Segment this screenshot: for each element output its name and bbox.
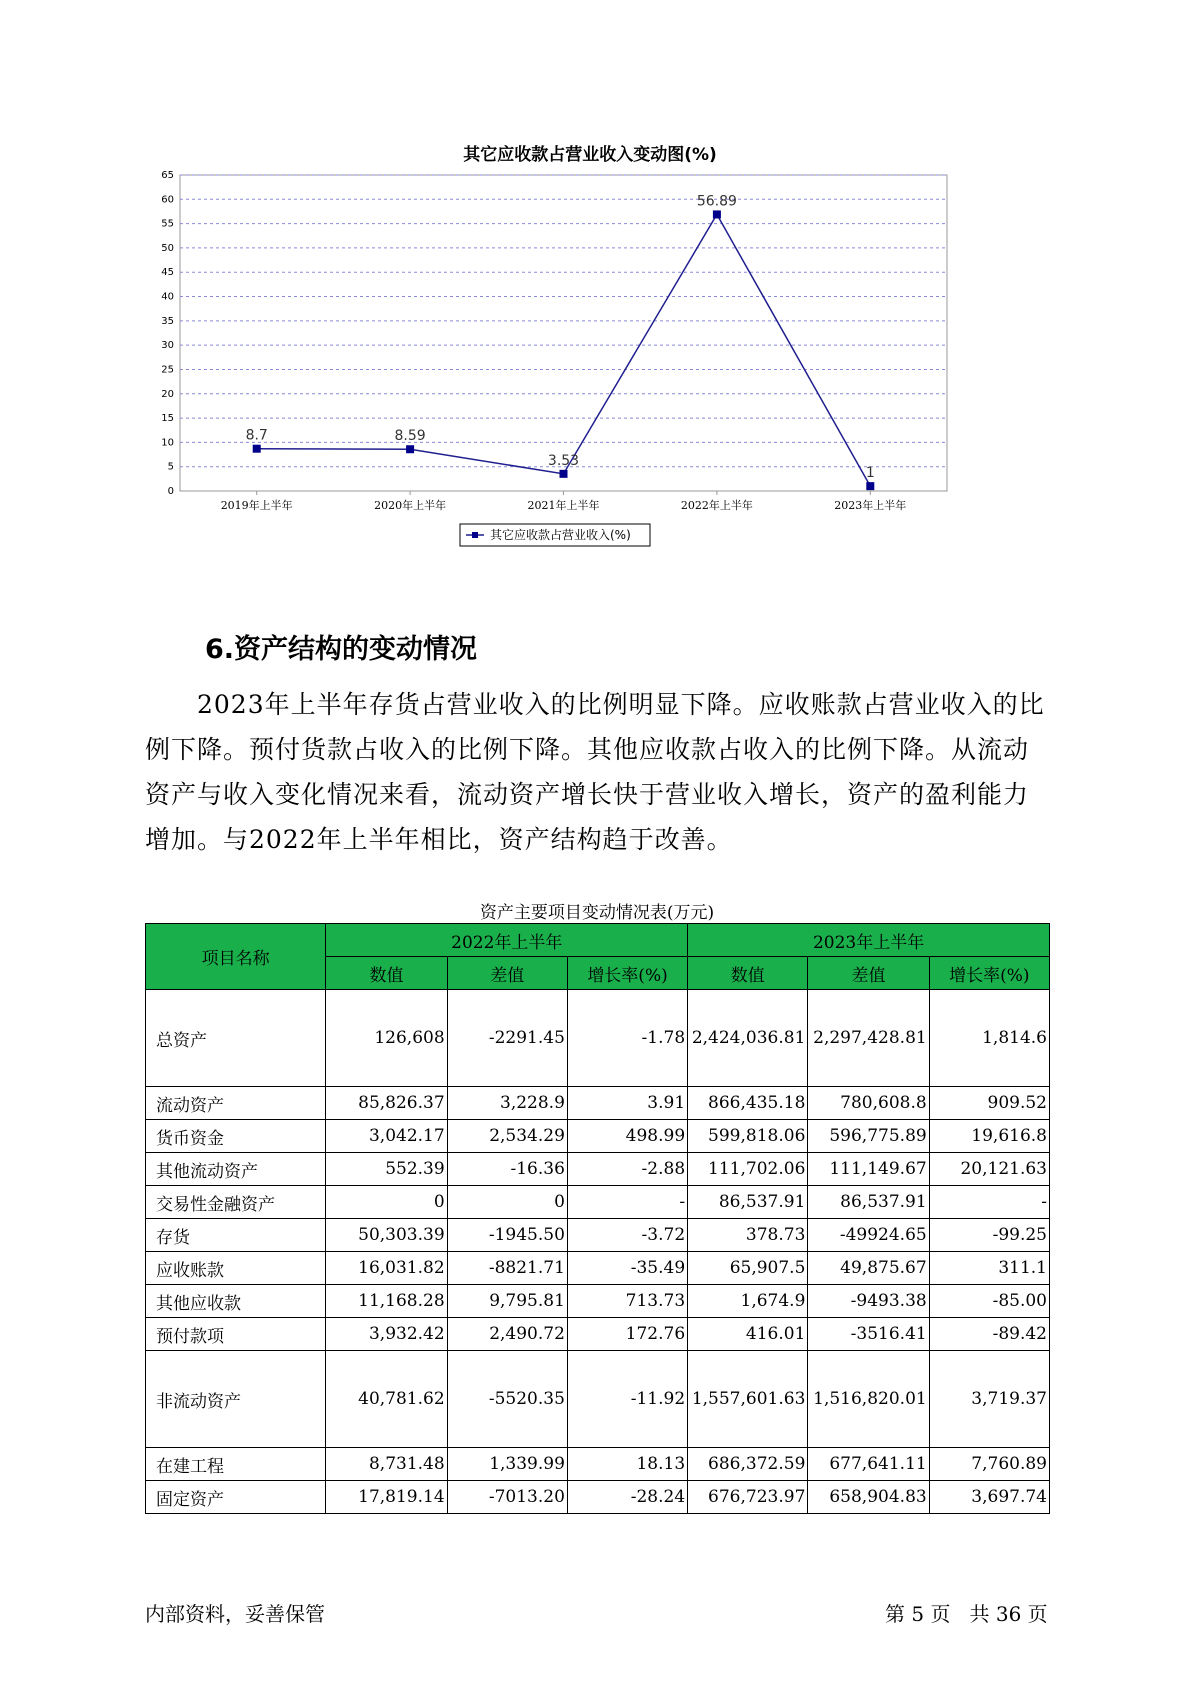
row-label: 应收账款 bbox=[146, 1252, 326, 1285]
table-row bbox=[146, 1120, 1050, 1153]
data-point bbox=[406, 445, 414, 453]
table-cell: -2.88 bbox=[567, 1153, 687, 1186]
table-cell: 3,042.17 bbox=[326, 1120, 447, 1153]
table-cell: 7,760.89 bbox=[929, 1448, 1049, 1481]
table-cell: -3.72 bbox=[567, 1219, 687, 1252]
header-period-2022: 2022年上半年 bbox=[326, 924, 688, 957]
row-label: 存货 bbox=[146, 1219, 326, 1252]
footer-page-number: 第 5 页 共 36 页 bbox=[885, 1602, 1048, 1626]
table-cell: 111,702.06 bbox=[688, 1153, 808, 1186]
table-cell: 40,781.62 bbox=[326, 1351, 447, 1448]
y-tick-label: 65 bbox=[161, 170, 174, 181]
data-point bbox=[713, 210, 721, 218]
row-label: 非流动资产 bbox=[146, 1351, 326, 1448]
table-cell: 416.01 bbox=[688, 1318, 808, 1351]
table-cell: 1,557,601.63 bbox=[688, 1351, 808, 1448]
legend-marker bbox=[472, 532, 478, 538]
row-label: 总资产 bbox=[146, 990, 326, 1087]
x-tick-label: 2019年上半年 bbox=[220, 499, 293, 512]
table-cell: 498.99 bbox=[567, 1120, 687, 1153]
y-tick-label: 35 bbox=[161, 315, 174, 327]
row-label: 预付款项 bbox=[146, 1318, 326, 1351]
table-cell: -1.78 bbox=[567, 990, 687, 1087]
row-label: 在建工程 bbox=[146, 1448, 326, 1481]
table-row bbox=[146, 990, 1050, 1087]
chart-title: 其它应收款占营业收入变动图(%) bbox=[463, 145, 717, 165]
x-tick-label: 2022年上半年 bbox=[680, 499, 753, 512]
table-cell: 86,537.91 bbox=[808, 1186, 929, 1219]
table-cell: 2,424,036.81 bbox=[688, 990, 808, 1087]
table-cell: -89.42 bbox=[929, 1318, 1049, 1351]
table-cell: 3,932.42 bbox=[326, 1318, 447, 1351]
table-cell: 552.39 bbox=[326, 1153, 447, 1186]
y-tick-label: 25 bbox=[161, 364, 174, 376]
table-cell: -9493.38 bbox=[808, 1285, 929, 1318]
table-row bbox=[146, 1153, 1050, 1186]
y-tick-label: 5 bbox=[167, 461, 174, 473]
table-cell: 19,616.8 bbox=[929, 1120, 1049, 1153]
table-cell: 599,818.06 bbox=[688, 1120, 808, 1153]
x-tick-label: 2023年上半年 bbox=[834, 499, 907, 512]
y-tick-label: 50 bbox=[161, 242, 174, 254]
data-label: 8.59 bbox=[394, 428, 426, 445]
footer-confidential-note: 内部资料，妥善保管 bbox=[145, 1602, 325, 1626]
y-tick-label: 40 bbox=[161, 291, 174, 303]
chart-container bbox=[150, 140, 1030, 590]
header-diff-2022: 差值 bbox=[447, 957, 567, 990]
line-chart bbox=[150, 170, 1030, 590]
table-cell: 1,814.6 bbox=[929, 990, 1049, 1087]
table-row bbox=[146, 1351, 1050, 1448]
table-row bbox=[146, 1318, 1050, 1351]
header-value-2022: 数值 bbox=[326, 957, 447, 990]
table-cell: -2291.45 bbox=[447, 990, 567, 1087]
header-growth-2023: 增长率(%) bbox=[929, 957, 1049, 990]
table-cell: 8,731.48 bbox=[326, 1448, 447, 1481]
table-cell: 378.73 bbox=[688, 1219, 808, 1252]
header-period-2023: 2023年上半年 bbox=[688, 924, 1050, 957]
table-cell: 596,775.89 bbox=[808, 1120, 929, 1153]
header-item-name: 项目名称 bbox=[146, 924, 326, 990]
table-cell: -3516.41 bbox=[808, 1318, 929, 1351]
data-label: 8.7 bbox=[245, 427, 268, 444]
table-cell: 713.73 bbox=[567, 1285, 687, 1318]
row-label: 固定资产 bbox=[146, 1481, 326, 1514]
data-label: 3.53 bbox=[547, 452, 580, 469]
table-cell: 3,697.74 bbox=[929, 1481, 1049, 1514]
y-tick-label: 60 bbox=[161, 194, 174, 206]
table-cell: -16.36 bbox=[447, 1153, 567, 1186]
data-point bbox=[866, 482, 874, 490]
table-cell: 909.52 bbox=[929, 1087, 1049, 1120]
table-cell: -28.24 bbox=[567, 1481, 687, 1514]
table-cell: 50,303.39 bbox=[326, 1219, 447, 1252]
table-cell: 0 bbox=[326, 1186, 447, 1219]
table-cell: -35.49 bbox=[567, 1252, 687, 1285]
table-cell: 11,168.28 bbox=[326, 1285, 447, 1318]
y-tick-label: 45 bbox=[161, 267, 174, 279]
table-row bbox=[146, 1481, 1050, 1514]
y-tick-label: 15 bbox=[161, 413, 174, 425]
table-cell: 9,795.81 bbox=[447, 1285, 567, 1318]
table-row bbox=[146, 1186, 1050, 1219]
table-cell: 86,537.91 bbox=[688, 1186, 808, 1219]
data-point bbox=[560, 470, 568, 478]
table-cell: - bbox=[567, 1186, 687, 1219]
table-row bbox=[146, 1448, 1050, 1481]
table-cell: 0 bbox=[447, 1186, 567, 1219]
row-label: 交易性金融资产 bbox=[146, 1186, 326, 1219]
table-cell: 311.1 bbox=[929, 1252, 1049, 1285]
table-cell: 677,641.11 bbox=[808, 1448, 929, 1481]
table-cell: 686,372.59 bbox=[688, 1448, 808, 1481]
data-point bbox=[253, 445, 261, 453]
table-cell: 3,228.9 bbox=[447, 1087, 567, 1120]
table-cell: 2,534.29 bbox=[447, 1120, 567, 1153]
table-cell: 658,904.83 bbox=[808, 1481, 929, 1514]
table-cell: 1,339.99 bbox=[447, 1448, 567, 1481]
table-cell: 676,723.97 bbox=[688, 1481, 808, 1514]
header-value-2023: 数值 bbox=[688, 957, 808, 990]
table-cell: 1,516,820.01 bbox=[808, 1351, 929, 1448]
table-cell: 780,608.8 bbox=[808, 1087, 929, 1120]
table-cell: 20,121.63 bbox=[929, 1153, 1049, 1186]
row-label: 货币资金 bbox=[146, 1120, 326, 1153]
table-cell: 1,674.9 bbox=[688, 1285, 808, 1318]
data-label: 56.89 bbox=[696, 193, 737, 210]
table-cell: 18.13 bbox=[567, 1448, 687, 1481]
table-cell: -99.25 bbox=[929, 1219, 1049, 1252]
table-cell: 2,490.72 bbox=[447, 1318, 567, 1351]
plot-area bbox=[180, 175, 947, 491]
y-tick-label: 30 bbox=[161, 340, 174, 352]
table-cell: 126,608 bbox=[326, 990, 447, 1087]
table-cell: 3.91 bbox=[567, 1087, 687, 1120]
y-tick-label: 0 bbox=[167, 486, 174, 497]
table-cell: -7013.20 bbox=[447, 1481, 567, 1514]
row-label: 流动资产 bbox=[146, 1087, 326, 1120]
y-tick-label: 20 bbox=[161, 388, 174, 400]
table-cell: -1945.50 bbox=[447, 1219, 567, 1252]
table-cell: - bbox=[929, 1186, 1049, 1219]
table-cell: 2,297,428.81 bbox=[808, 990, 929, 1087]
table-cell: -11.92 bbox=[567, 1351, 687, 1448]
x-tick-label: 2020年上半年 bbox=[374, 499, 447, 512]
asset-change-table bbox=[145, 923, 1050, 1514]
table-cell: 172.76 bbox=[567, 1318, 687, 1351]
table-cell: -85.00 bbox=[929, 1285, 1049, 1318]
table-cell: 3,719.37 bbox=[929, 1351, 1049, 1448]
table-row bbox=[146, 1087, 1050, 1120]
body-paragraph: 2023年上半年存货占营业收入的比例明显下降。应收账款占营业收入的比例下降。预付货款占收入的比例下降。其他应收款占收入的比例下降。从流动资产与收入变化情况来看，流动资产增长快于营业收入增长，资产的盈利能力增加。与2022年上半年相比，资产结构趋于改善。 bbox=[145, 690, 1045, 854]
header-diff-2023: 差值 bbox=[808, 957, 929, 990]
table-cell: -5520.35 bbox=[447, 1351, 567, 1448]
row-label: 其他应收款 bbox=[146, 1285, 326, 1318]
table-row bbox=[146, 1285, 1050, 1318]
table-cell: -49924.65 bbox=[808, 1219, 929, 1252]
y-tick-label: 55 bbox=[161, 218, 174, 230]
table-row bbox=[146, 1252, 1050, 1285]
table-cell: -8821.71 bbox=[447, 1252, 567, 1285]
table-cell: 65,907.5 bbox=[688, 1252, 808, 1285]
table-cell: 85,826.37 bbox=[326, 1087, 447, 1120]
table-cell: 49,875.67 bbox=[808, 1252, 929, 1285]
section-heading: 6.资产结构的变动情况 bbox=[205, 634, 478, 665]
table-cell: 17,819.14 bbox=[326, 1481, 447, 1514]
table-cell: 16,031.82 bbox=[326, 1252, 447, 1285]
table-cell: 866,435.18 bbox=[688, 1087, 808, 1120]
header-growth-2022: 增长率(%) bbox=[567, 957, 687, 990]
table-row bbox=[146, 1219, 1050, 1252]
table-caption: 资产主要项目变动情况表(万元) bbox=[479, 903, 715, 923]
table-cell: 111,149.67 bbox=[808, 1153, 929, 1186]
y-tick-label: 10 bbox=[161, 437, 174, 449]
data-label: 1 bbox=[865, 465, 875, 482]
legend-label: 其它应收款占营业收入(%) bbox=[490, 528, 631, 542]
row-label: 其他流动资产 bbox=[146, 1153, 326, 1186]
x-tick-label: 2021年上半年 bbox=[527, 499, 600, 512]
